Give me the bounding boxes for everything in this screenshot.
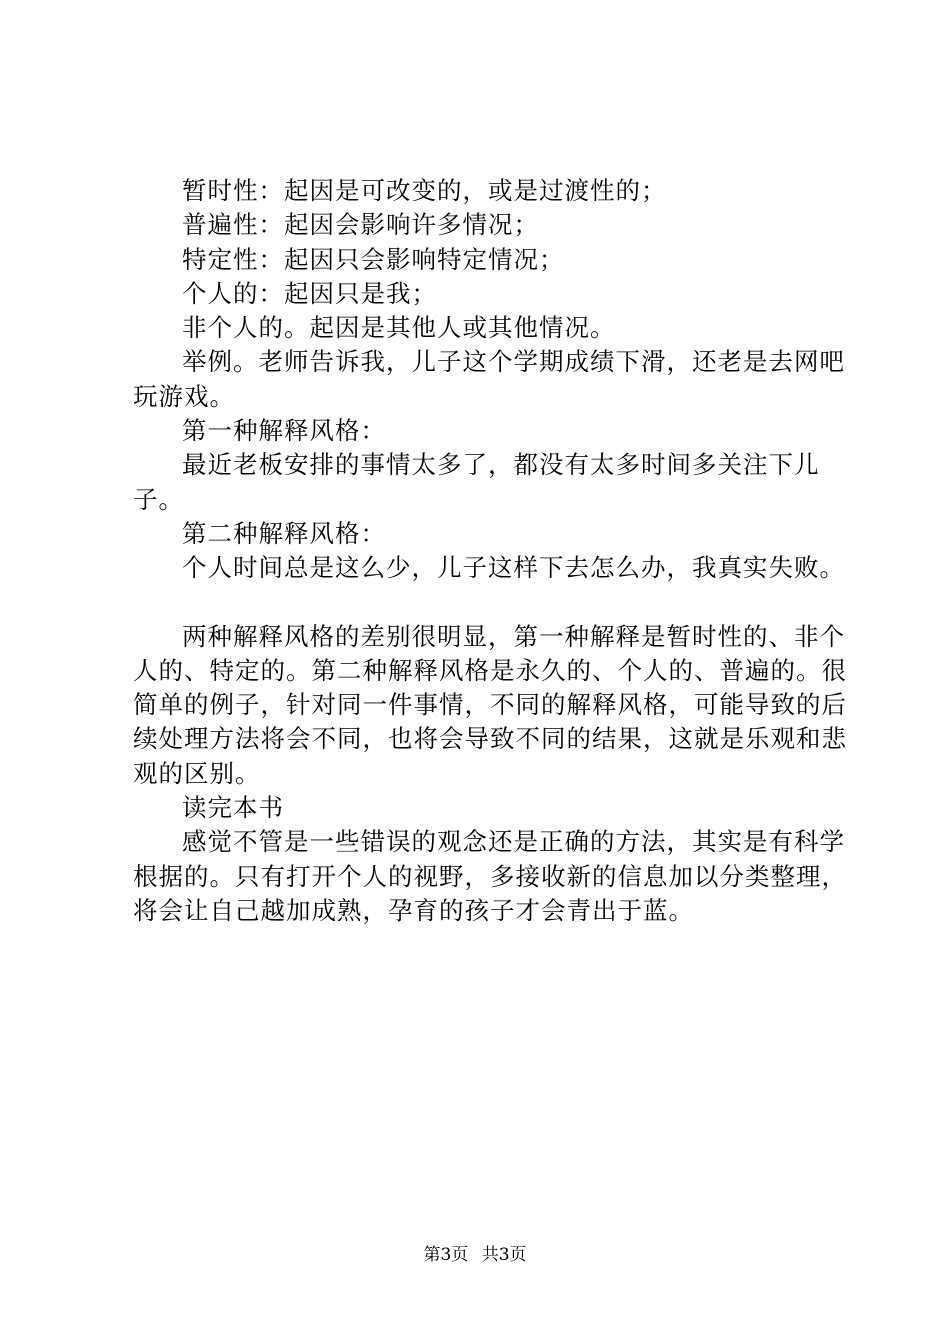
paragraph-style-two-heading: 第二种解释风格：	[182, 518, 386, 548]
paragraph-style-one-text: 最近老板安排的事情太多了，都没有太多时间多关注下儿子。	[133, 450, 820, 514]
paragraph-style-two-text: 个人时间总是这么少，儿子这样下去怎么办，我真实失败。	[182, 553, 845, 583]
paragraph-specific: 特定性：起因只会影响特定情况；	[182, 244, 565, 274]
paragraph-comparison: 两种解释风格的差别很明显，第一种解释是暂时性的、非个人的、特定的。第二种解释风格是永久的、个人的、普遍的。很简单的例子，针对同一件事情，不同的解释风格，可能导致的后续处理方法将会不同，也将会导致不同的结果，这就是乐观和悲观的区别。	[133, 621, 847, 788]
paragraph-personal: 个人的：起因只是我；	[182, 278, 437, 308]
paragraph-after-reading: 读完本书	[182, 793, 284, 823]
paragraph-pervasive: 普遍性：起因会影响许多情况；	[182, 210, 539, 240]
paragraph-conclusion: 感觉不管是一些错误的观念还是正确的方法，其实是有科学根据的。只有打开个人的视野，多接收新的信息加以分类整理，将会让自己越加成熟，孕育的孩子才会青出于蓝。	[133, 827, 847, 925]
page-number: 第3页	[423, 1245, 469, 1265]
paragraph-impersonal: 非个人的。起因是其他人或其他情况。	[182, 313, 616, 343]
page-footer	[0, 1244, 950, 1266]
page-total: 共3页	[481, 1245, 527, 1265]
paragraph-spacer	[133, 586, 853, 620]
paragraph-temporary: 暂时性：起因是可改变的，或是过渡性的；	[182, 176, 667, 205]
paragraph-style-one-heading: 第一种解释风格：	[182, 416, 386, 446]
document-body	[133, 174, 853, 928]
paragraph-example: 举例。老师告诉我，儿子这个学期成绩下滑，还老是去网吧玩游戏。	[133, 347, 845, 411]
